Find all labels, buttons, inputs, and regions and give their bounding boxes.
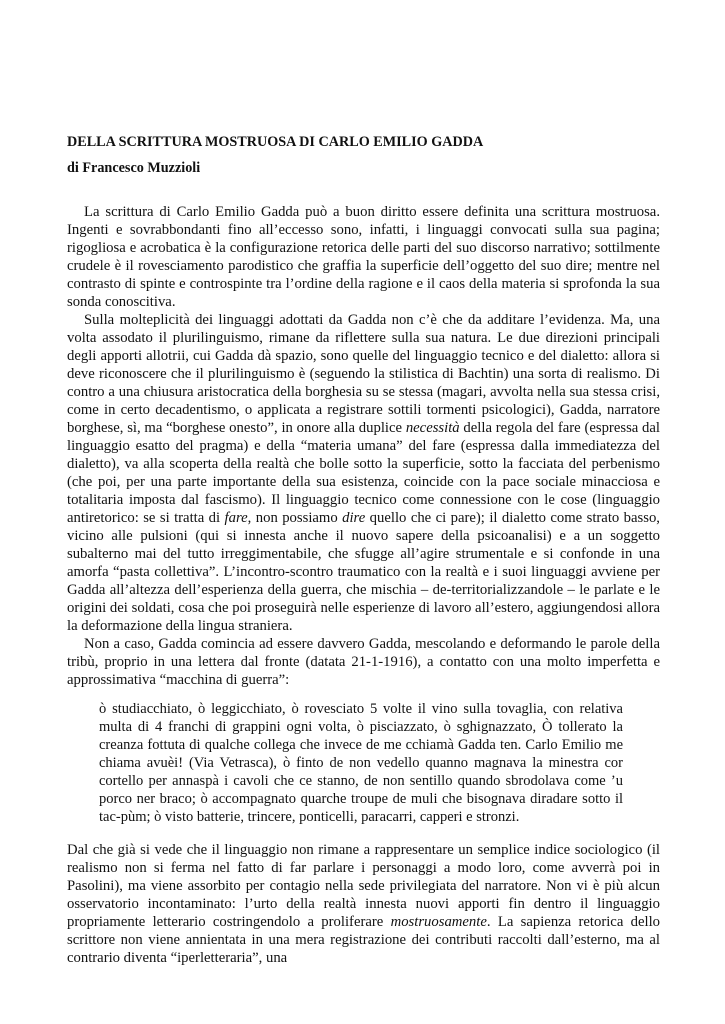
- paragraph-plurilinguismo: [67, 311, 660, 635]
- document-page: [67, 133, 660, 967]
- emphasis-necessita: necessità: [405, 420, 460, 436]
- paragraph-text: quello che ci pare); il dialetto come strato basso, vicino alle pulsioni (qui si innesta anche il nuovo sapere della psicoanalisi) e a un soggetto subalterno mai del tutto irreggimentabile, che sfugge all’agire strumentale e si confonde in una amorfa “pasta collettiva”. L’incontro-scontro traumatico con la realtà e i suoi linguaggi avviene per Gadda all’altezza dell’esperienza della guerra, che mischia – de-territorializzandole – le parlate e le origini dei soldati, cosa che poi proseguirà nelle esperienze di lavoro all’estero, aggiungendosi allora la deformazione della lingua straniera.: [67, 510, 660, 634]
- article-body: [67, 203, 660, 967]
- paragraph-text: Sulla molteplicità dei linguaggi adottati da Gadda non c’è che da additare l’evidenza. Ma, una volta assodato il plurilinguismo, rimane da riflettere sulla sua natura. Le due direzioni principali degli apporti allotrii, cui Gadda dà spazio, sono quelle del linguaggio tecnico e del dialetto: allora si deve riconoscere che il plurilinguismo è (seguendo la stilistica di Bachtin) una sorta di realismo. Di contro a una chiusura aristocratica della borghesia su se stessa (magari, avvolta nella sua stessa crisi, come in certo decadentismo, o applicata a registrare sottili tormenti psicologici), Gadda, narratore borghese, sì, ma “borghese onesto”, in onore alla duplice: [67, 312, 660, 436]
- block-quote-letter: ò studiacchiato, ò leggicchiato, ò rovesciato 5 volte il vino sulla tovaglia, con relativa multa di 4 franchi di grappini ogni volta, ò pisciazzato, ò sghignazzato, Ò tollerato la creanza fottuta di qualche collega che invece de me cchiamà Gadda ten. Carlo Emilio me chiama avuèi! (Via Vetrasca), ò finto de non vedello quanno magnava la minestra cor cortello per annaspà i cavoli che ce stanno, de non sentillo quando sbrodolava come ’u porco ner braco; ò accompagnato quarche troupe de muli che bisognava diradare sotto il tac-pùm; ò visto batterie, trincere, ponticelli, paracarri, capperi e stronzi.: [99, 701, 623, 825]
- paragraph-closing: [67, 841, 660, 967]
- article-author: di Francesco Muzzioli: [67, 160, 201, 176]
- paragraph-text: Dal che già si vede che il linguaggio non rimane a rappresentare un semplice indice sociologico (il realismo non si ferma nel fatto di far parlare i personaggi a modo loro, come avverrà poi in Pasolini), ma viene assorbito per contagio nella sede privilegiata del narratore. Non vi è più alcun osservatorio incontaminato: l’urto della realtà innesta nuovi apporti fin dentro il linguaggio propriamente letterario costringendolo a proliferare: [67, 842, 660, 930]
- article-title: DELLA SCRITTURA MOSTRUOSA DI CARLO EMILIO GADDA: [67, 134, 484, 150]
- paragraph-text: della regola del fare (espressa dal linguaggio esatto del pragma) e della “materia umana” del fare (espressa dalla immediatezza del dialetto), va alla scoperta della realtà che bolle sotto la superficie, sotto la facciata del perbenismo (che poi, per una parte importante della sua esistenza, coincide con la pace sociale minacciosa e totalitaria imposta dal fascismo). Il linguaggio tecnico come connessione con le cose (linguaggio antiretorico: se si tratta di: [67, 420, 661, 526]
- paragraph-intro: La scrittura di Carlo Emilio Gadda può a buon diritto essere definita una scrittura mostruosa. Ingenti e sovrabbondanti fino all’eccesso sono, infatti, i linguaggi convocati sulla sua pagina; rigogliosa e acrobatica è la configurazione retorica delle parti del suo discorso narrativo; sottilmente crudele è il rovesciamento parodistico che graffia la superficie dell’oggetto del suo dire; mentre nel contrasto di spinte e controspinte tra l’ordine della ragione e il caos della materia si sprofonda la sua sonda conoscitiva.: [67, 204, 660, 310]
- paragraph-non-a-caso: Non a caso, Gadda comincia ad essere davvero Gadda, mescolando e deformando le parole della tribù, proprio in una lettera dal fronte (datata 21-1-1916), a contatto con una molto imperfetta e approssimativa “macchina di guerra”:: [67, 636, 660, 688]
- emphasis-fare: fare: [224, 510, 248, 526]
- emphasis-mostruosamente: mostruosamente: [390, 914, 487, 930]
- emphasis-dire: dire: [342, 510, 366, 526]
- paragraph-text: . La sapienza retorica dello scrittore non viene annientata in una mera registrazione dei contributi raccolti dall’esterno, ma al contrario diventa “iperletteraria”, una: [67, 914, 661, 966]
- paragraph-text: , non possiamo: [247, 510, 343, 526]
